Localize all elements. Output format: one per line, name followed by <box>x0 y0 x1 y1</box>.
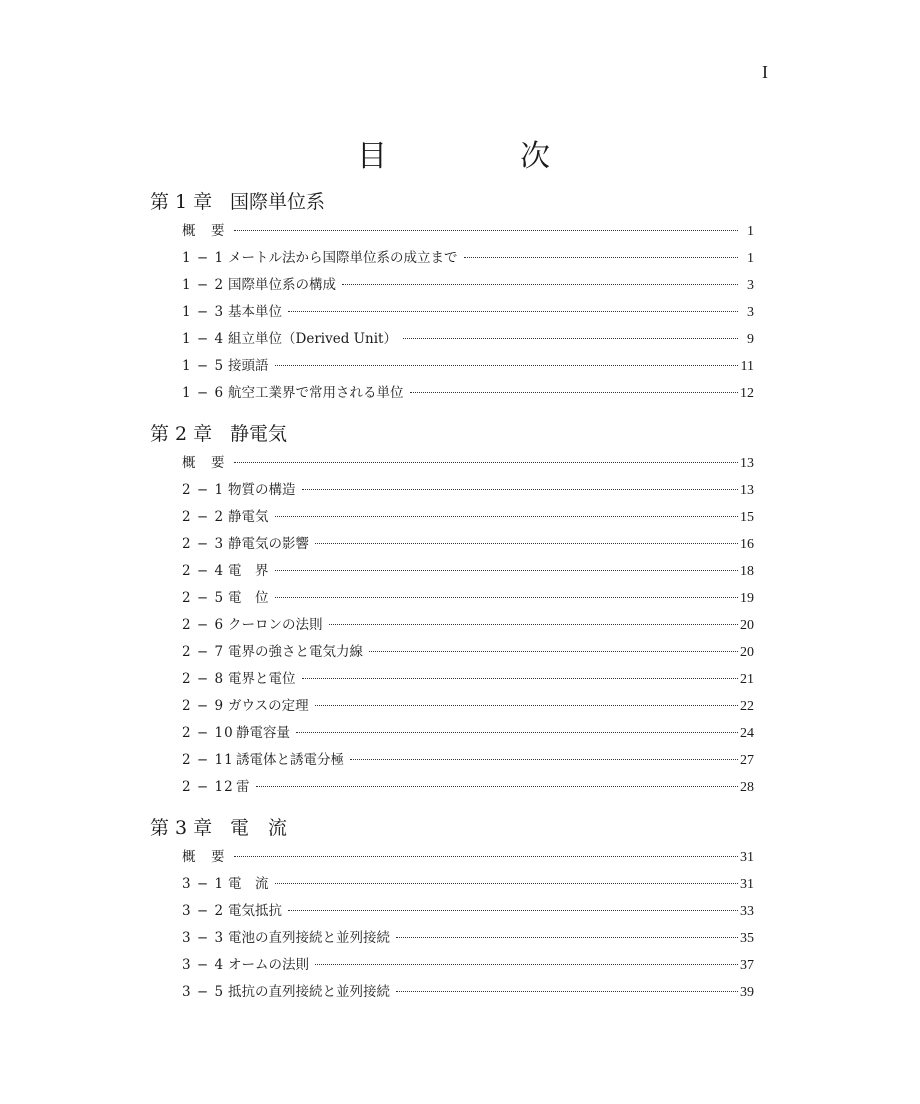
page-ref: 15 <box>740 510 754 525</box>
toc-entry[interactable] <box>150 245 754 272</box>
section-number: 1 − 5 <box>182 358 225 374</box>
dot-leader <box>296 732 738 733</box>
section-number: 1 − 1 <box>182 250 225 266</box>
toc-entry[interactable] <box>150 898 754 925</box>
toc-entry[interactable] <box>150 558 754 585</box>
toc-entry[interactable] <box>150 871 754 898</box>
section-number: 2 − 7 <box>182 644 225 660</box>
section-number: 2 − 6 <box>182 617 225 633</box>
section-title: 組立単位（Derived Unit） <box>228 331 397 347</box>
page-ref: 18 <box>740 564 754 579</box>
section-title: 電界の強さと電気力線 <box>228 644 363 660</box>
toc-entry[interactable] <box>150 666 754 693</box>
page-ref: 21 <box>740 672 754 687</box>
chapter-heading <box>150 186 754 218</box>
dot-leader <box>275 516 739 517</box>
page-title-char-1: 目 <box>357 139 387 174</box>
toc-entry[interactable] <box>150 477 754 504</box>
chapter-number: 第 3 章 <box>150 817 213 839</box>
section-number: 2 − 10 <box>182 725 234 741</box>
dot-leader <box>302 678 739 679</box>
page-ref: 13 <box>740 483 754 498</box>
toc-entry[interactable] <box>150 531 754 558</box>
section-title: 電界と電位 <box>228 671 296 687</box>
chapter-2 <box>150 418 754 801</box>
dot-leader <box>234 230 738 231</box>
toc-entry[interactable] <box>150 585 754 612</box>
section-number: 2 − 2 <box>182 509 225 525</box>
toc-entry[interactable] <box>150 693 754 720</box>
page-ref: 37 <box>740 958 754 973</box>
section-title: 航空工業界で常用される単位 <box>228 385 404 401</box>
section-number: 2 − 12 <box>182 779 234 795</box>
dot-leader <box>302 489 739 490</box>
chapter-number: 第 1 章 <box>150 191 213 213</box>
page-ref: 28 <box>740 780 754 795</box>
section-title: 誘電体と誘電分極 <box>236 752 344 768</box>
section-number: 3 − 3 <box>182 930 225 946</box>
dot-leader <box>288 311 738 312</box>
dot-leader <box>315 964 738 965</box>
page-ref: 1 <box>747 251 754 266</box>
page-ref: 16 <box>740 537 754 552</box>
section-number: 2 − 8 <box>182 671 225 687</box>
toc-entry[interactable] <box>150 353 754 380</box>
section-title: 電気抵抗 <box>228 903 282 919</box>
toc-entry[interactable] <box>150 450 754 477</box>
page-ref: 35 <box>740 931 754 946</box>
chapter-1 <box>150 186 754 407</box>
section-title: 接頭語 <box>228 358 269 374</box>
dot-leader <box>234 856 738 857</box>
chapter-title: 国際単位系 <box>230 191 326 213</box>
section-title: クーロンの法則 <box>228 617 323 633</box>
chapter-heading <box>150 418 754 450</box>
section-number: 1 − 2 <box>182 277 225 293</box>
page-ref: 3 <box>747 278 754 293</box>
toc-entry[interactable] <box>150 844 754 871</box>
section-number: 概 要 <box>182 223 226 239</box>
dot-leader <box>403 338 738 339</box>
page-ref: 24 <box>740 726 754 741</box>
page-ref: 22 <box>740 699 754 714</box>
section-title: 雷 <box>236 779 250 795</box>
section-number: 概 要 <box>182 849 226 865</box>
section-number: 1 − 6 <box>182 385 225 401</box>
section-title: 静電容量 <box>236 725 290 741</box>
page-ref: 13 <box>740 456 754 471</box>
chapter-number: 第 2 章 <box>150 423 213 445</box>
toc-entry[interactable] <box>150 925 754 952</box>
dot-leader <box>234 462 738 463</box>
page-ref: 27 <box>740 753 754 768</box>
toc-entry[interactable] <box>150 272 754 299</box>
page-ref: 9 <box>747 332 754 347</box>
dot-leader <box>315 705 738 706</box>
page-ref: 31 <box>740 877 754 892</box>
dot-leader <box>464 257 739 258</box>
section-title: 電 流 <box>228 876 269 892</box>
section-title: オームの法則 <box>228 957 309 973</box>
section-number: 3 − 1 <box>182 876 225 892</box>
page-ref: 39 <box>740 985 754 1000</box>
toc-entry[interactable] <box>150 612 754 639</box>
section-title: 国際単位系の構成 <box>228 277 336 293</box>
dot-leader <box>396 937 738 938</box>
toc-entry[interactable] <box>150 979 754 1006</box>
section-number: 2 − 4 <box>182 563 225 579</box>
toc-entry[interactable] <box>150 380 754 407</box>
chapter-3 <box>150 812 754 1006</box>
toc-entry[interactable] <box>150 747 754 774</box>
section-number: 2 − 3 <box>182 536 225 552</box>
dot-leader <box>315 543 738 544</box>
dot-leader <box>329 624 739 625</box>
section-title: メートル法から国際単位系の成立まで <box>228 250 458 266</box>
page-ref: 11 <box>740 359 754 374</box>
toc-entry[interactable] <box>150 326 754 353</box>
page-ref: 12 <box>740 386 754 401</box>
dot-leader <box>396 991 738 992</box>
dot-leader <box>350 759 738 760</box>
page-ref: 20 <box>740 645 754 660</box>
dot-leader <box>342 284 738 285</box>
section-number: 2 − 1 <box>182 482 225 498</box>
section-number: 2 − 5 <box>182 590 225 606</box>
toc-entry[interactable] <box>150 218 754 245</box>
table-of-contents <box>150 186 754 1006</box>
toc-entry[interactable] <box>150 774 754 801</box>
toc-entry[interactable] <box>150 504 754 531</box>
section-number: 1 − 4 <box>182 331 225 347</box>
dot-leader <box>275 883 739 884</box>
section-title: 基本単位 <box>228 304 282 320</box>
section-number: 3 − 2 <box>182 903 225 919</box>
section-number: 3 − 4 <box>182 957 225 973</box>
dot-leader <box>256 786 739 787</box>
section-title: ガウスの定理 <box>228 698 309 714</box>
page-ref: 19 <box>740 591 754 606</box>
section-number: 3 − 5 <box>182 984 225 1000</box>
page-number: I <box>762 62 768 82</box>
dot-leader <box>369 651 738 652</box>
page-ref: 20 <box>740 618 754 633</box>
dot-leader <box>288 910 738 911</box>
section-title: 電 位 <box>228 590 269 606</box>
dot-leader <box>275 570 739 571</box>
section-title: 電 界 <box>228 563 269 579</box>
dot-leader <box>275 597 739 598</box>
section-title: 電池の直列接続と並列接続 <box>228 930 390 946</box>
section-title: 静電気の影響 <box>228 536 309 552</box>
toc-entry[interactable] <box>150 299 754 326</box>
section-title: 静電気 <box>228 509 269 525</box>
page-title <box>0 131 920 174</box>
section-number: 2 − 11 <box>182 752 234 768</box>
page-title-char-2: 次 <box>520 139 550 174</box>
chapter-title: 静電気 <box>230 423 288 445</box>
page-ref: 31 <box>740 850 754 865</box>
section-number: 2 − 9 <box>182 698 225 714</box>
page-ref: 33 <box>740 904 754 919</box>
toc-entry[interactable] <box>150 639 754 666</box>
page-ref: 1 <box>747 224 754 239</box>
toc-entry[interactable] <box>150 720 754 747</box>
chapter-title: 電 流 <box>230 817 288 839</box>
chapter-heading <box>150 812 754 844</box>
page-ref: 3 <box>747 305 754 320</box>
dot-leader <box>410 392 739 393</box>
section-title: 物質の構造 <box>228 482 296 498</box>
dot-leader <box>275 365 739 366</box>
section-number: 1 − 3 <box>182 304 225 320</box>
toc-entry[interactable] <box>150 952 754 979</box>
section-title: 抵抗の直列接続と並列接続 <box>228 984 390 1000</box>
section-number: 概 要 <box>182 455 226 471</box>
